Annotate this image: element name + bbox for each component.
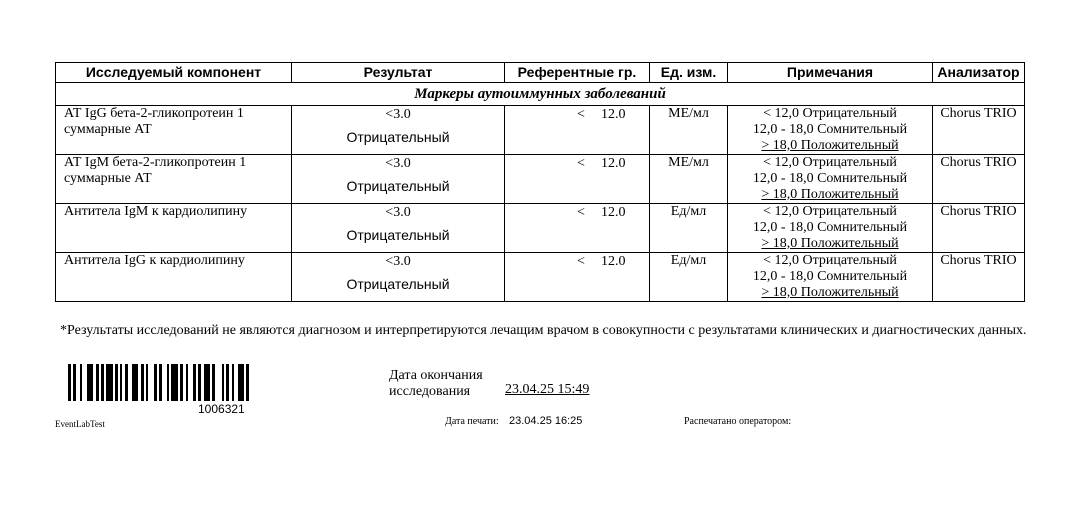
section-title: Маркеры аутоиммунных заболеваний bbox=[56, 83, 1025, 106]
header-unit: Ед. изм. bbox=[650, 63, 728, 83]
component-cell: Антитела IgM к кардиолипину bbox=[56, 204, 292, 253]
result-interpretation: Отрицательный bbox=[346, 276, 450, 292]
unit-cell: Ед/мл bbox=[650, 253, 728, 302]
note-negative: < 12,0 Отрицательный bbox=[763, 106, 897, 121]
result-value: <3.0 bbox=[385, 254, 411, 269]
note-doubtful: 12,0 - 18,0 Сомнительный bbox=[752, 220, 908, 235]
result-interpretation: Отрицательный bbox=[346, 178, 450, 194]
note-positive: > 18,0 Положительный bbox=[761, 236, 899, 251]
note-doubtful: 12,0 - 18,0 Сомнительный bbox=[752, 269, 908, 284]
completion-date-label: Дата окончания исследования bbox=[389, 368, 483, 399]
component-cell: АТ IgG бета-2-гликопротеин 1 суммарные АТ bbox=[56, 106, 292, 155]
notes-cell bbox=[728, 106, 933, 155]
header-component: Исследуемый компонент bbox=[56, 63, 292, 83]
reference-value: 12.0 bbox=[601, 156, 626, 171]
table-row bbox=[56, 106, 1025, 155]
component-cell: АТ IgM бета-2-гликопротеин 1 суммарные АТ bbox=[56, 155, 292, 204]
component-cell: Антитела IgG к кардиолипину bbox=[56, 253, 292, 302]
reference-value: 12.0 bbox=[601, 205, 626, 220]
result-value: <3.0 bbox=[385, 205, 411, 220]
table-row bbox=[56, 204, 1025, 253]
analyzer-cell: Chorus TRIO bbox=[933, 204, 1025, 253]
note-negative: < 12,0 Отрицательный bbox=[763, 253, 897, 268]
note-doubtful: 12,0 - 18,0 Сомнительный bbox=[752, 171, 908, 186]
result-cell bbox=[292, 204, 505, 253]
unit-cell: МЕ/мл bbox=[650, 106, 728, 155]
result-cell bbox=[292, 155, 505, 204]
note-negative: < 12,0 Отрицательный bbox=[763, 204, 897, 219]
reference-operator: < bbox=[577, 205, 585, 220]
result-interpretation: Отрицательный bbox=[346, 227, 450, 243]
header-notes: Примечания bbox=[728, 63, 933, 83]
reference-value: 12.0 bbox=[601, 107, 626, 122]
result-value: <3.0 bbox=[385, 107, 411, 122]
notes-cell bbox=[728, 253, 933, 302]
printed-by-label: Распечатано оператором: bbox=[684, 416, 792, 427]
result-value: <3.0 bbox=[385, 156, 411, 171]
reference-cell bbox=[505, 204, 650, 253]
unit-cell: Ед/мл bbox=[650, 204, 728, 253]
section-row bbox=[56, 83, 1025, 106]
result-interpretation: Отрицательный bbox=[346, 129, 450, 145]
reference-operator: < bbox=[577, 254, 585, 269]
reference-operator: < bbox=[577, 156, 585, 171]
result-cell bbox=[292, 106, 505, 155]
reference-cell bbox=[505, 253, 650, 302]
analyzer-cell: Chorus TRIO bbox=[933, 155, 1025, 204]
unit-cell: МЕ/мл bbox=[650, 155, 728, 204]
header-result: Результат bbox=[292, 63, 505, 83]
completion-date-value: 23.04.25 15:49 bbox=[505, 382, 590, 397]
note-negative: < 12,0 Отрицательный bbox=[763, 155, 897, 170]
note-positive: > 18,0 Положительный bbox=[761, 187, 899, 202]
note-positive: > 18,0 Положительный bbox=[761, 285, 899, 300]
analyzer-cell: Chorus TRIO bbox=[933, 253, 1025, 302]
note-doubtful: 12,0 - 18,0 Сомнительный bbox=[752, 122, 908, 137]
reference-operator: < bbox=[577, 107, 585, 122]
print-date-value: 23.04.25 16:25 bbox=[509, 415, 583, 427]
result-cell bbox=[292, 253, 505, 302]
table-row bbox=[56, 155, 1025, 204]
barcode-bars bbox=[66, 364, 376, 402]
header-reference: Референтные гр. bbox=[505, 63, 650, 83]
table-row bbox=[56, 253, 1025, 302]
reference-value: 12.0 bbox=[601, 254, 626, 269]
barcode bbox=[66, 364, 376, 416]
notes-cell bbox=[728, 155, 933, 204]
software-name: EventLabTest bbox=[55, 419, 105, 429]
reference-cell bbox=[505, 155, 650, 204]
barcode-number: 1006321 bbox=[198, 402, 245, 416]
notes-cell bbox=[728, 204, 933, 253]
disclaimer-footnote: *Результаты исследований не являются диагнозом и интерпретируются лечащим врачом в совокупности с результатами клинических и диагностических данных. bbox=[60, 323, 1027, 338]
note-positive: > 18,0 Положительный bbox=[761, 138, 899, 153]
table-header-row bbox=[56, 63, 1025, 83]
reference-cell bbox=[505, 106, 650, 155]
print-date-label: Дата печати: bbox=[445, 416, 499, 427]
results-table bbox=[55, 62, 1025, 302]
analyzer-cell: Chorus TRIO bbox=[933, 106, 1025, 155]
header-analyzer: Анализатор bbox=[933, 63, 1025, 83]
